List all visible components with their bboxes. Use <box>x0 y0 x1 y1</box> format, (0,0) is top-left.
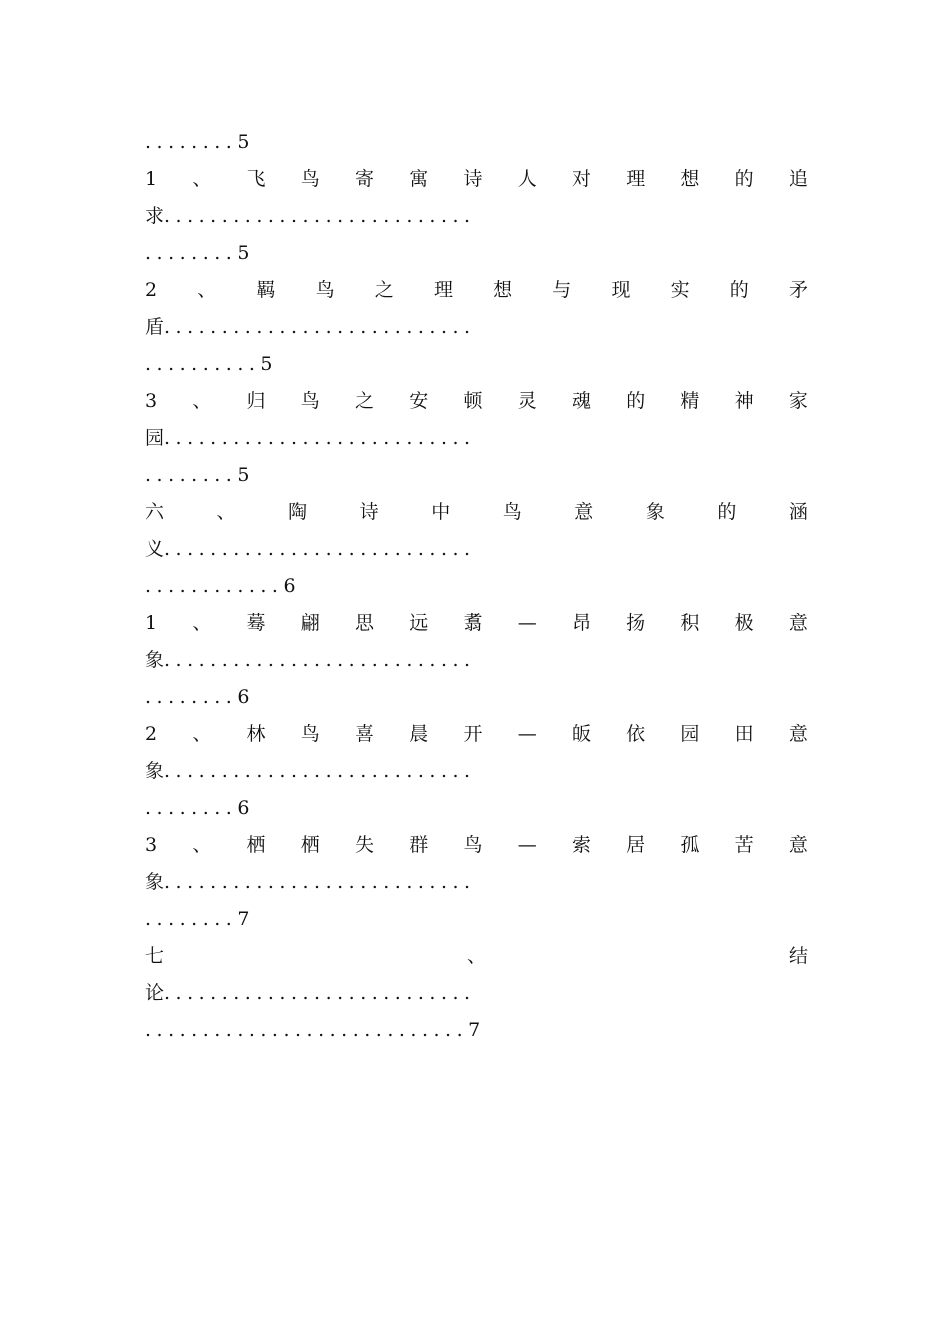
toc-entry-title-e6[interactable] <box>145 716 808 753</box>
dot-leader: ........................... <box>164 538 476 560</box>
title-char: 顿 <box>463 390 483 412</box>
dot-leader: ........................... <box>164 427 476 449</box>
toc-entry-leader-e8 <box>145 975 808 1012</box>
toc-entry-page-e2 <box>145 346 808 383</box>
toc-entry-leader-e1 <box>145 198 808 235</box>
title-char: 魂 <box>571 390 591 412</box>
title-char: 鸟 <box>315 279 335 301</box>
dot-leader: ........................... <box>164 760 476 782</box>
title-char: 扬 <box>626 612 646 634</box>
title-char: 、 <box>216 501 236 523</box>
title-char: 、 <box>192 834 212 856</box>
title-char: 苦 <box>734 834 754 856</box>
table-of-contents <box>145 124 808 1049</box>
title-char: 理 <box>626 168 646 190</box>
title-char: 1 <box>145 612 158 634</box>
toc-entry-leader-e2 <box>145 309 808 346</box>
toc-entry-title-e1[interactable] <box>145 161 808 198</box>
title-char: 七 <box>145 945 165 967</box>
title-char: 实 <box>670 279 690 301</box>
toc-entry-leader-e5 <box>145 642 808 679</box>
title-char: 寄 <box>355 168 375 190</box>
title-char: 矛 <box>788 279 808 301</box>
title-char: 陶 <box>288 501 308 523</box>
title-char: 对 <box>571 168 591 190</box>
title-char: 结 <box>788 945 808 967</box>
toc-entry-leader-e4 <box>145 531 808 568</box>
dot-leader-with-page-number: ........6 <box>145 797 255 819</box>
title-char: 飞 <box>246 168 266 190</box>
toc-entry-title-continuation: 求 <box>145 205 165 227</box>
title-char: 诗 <box>463 168 483 190</box>
title-char: 的 <box>626 390 646 412</box>
dot-leader-with-page-number: ............6 <box>145 575 302 597</box>
toc-entry-leader-e6 <box>145 753 808 790</box>
title-char: 开 <box>463 723 483 745</box>
toc-entry-leader-e3 <box>145 420 808 457</box>
title-char: — <box>517 834 537 856</box>
title-char: 之 <box>355 390 375 412</box>
title-char: 象 <box>645 501 665 523</box>
toc-entry-page-e1 <box>145 235 808 272</box>
title-char: 羁 <box>256 279 276 301</box>
title-char: 神 <box>734 390 754 412</box>
toc-entry-title-e4[interactable] <box>145 494 808 531</box>
title-char: 翥 <box>463 612 483 634</box>
toc-entry-title-e8[interactable] <box>145 938 808 975</box>
toc-entry-title-continuation: 义 <box>145 538 165 560</box>
title-char: 2 <box>145 723 158 745</box>
title-char: 的 <box>729 279 749 301</box>
toc-entry-page-e3 <box>145 457 808 494</box>
toc-entry-leader-e7 <box>145 864 808 901</box>
title-char: 、 <box>192 723 212 745</box>
toc-entry-page-e5 <box>145 679 808 716</box>
title-char: 田 <box>734 723 754 745</box>
title-char: 归 <box>246 390 266 412</box>
title-char: 栖 <box>300 834 320 856</box>
title-char: 栖 <box>246 834 266 856</box>
title-char: 积 <box>680 612 700 634</box>
title-char: 林 <box>246 723 266 745</box>
title-char: 之 <box>374 279 394 301</box>
title-char: 孤 <box>680 834 700 856</box>
title-char: 鸟 <box>300 390 320 412</box>
title-char: 六 <box>145 501 165 523</box>
dot-leader-with-page-number: ........6 <box>145 686 255 708</box>
title-char: 、 <box>466 945 486 967</box>
title-char: 鸟 <box>300 168 320 190</box>
toc-entry-title-e7[interactable] <box>145 827 808 864</box>
title-char: 的 <box>734 168 754 190</box>
title-char: 鸟 <box>300 723 320 745</box>
title-char: 思 <box>355 612 375 634</box>
title-char: 依 <box>626 723 646 745</box>
title-char: 安 <box>409 390 429 412</box>
title-char: 3 <box>145 834 158 856</box>
dot-leader: ........................... <box>164 982 476 1004</box>
title-char: 现 <box>611 279 631 301</box>
dot-leader-with-page-number: ........7 <box>145 908 255 930</box>
title-char: 想 <box>493 279 513 301</box>
title-char: 失 <box>355 834 375 856</box>
title-char: 3 <box>145 390 158 412</box>
title-char: 索 <box>571 834 591 856</box>
dot-leader: ........................... <box>164 316 476 338</box>
toc-entry-title-e3[interactable] <box>145 383 808 420</box>
title-char: 、 <box>197 279 217 301</box>
title-char: 诗 <box>359 501 379 523</box>
title-char: 想 <box>680 168 700 190</box>
title-char: 鸟 <box>463 834 483 856</box>
title-char: 翩 <box>300 612 320 634</box>
title-char: 追 <box>788 168 808 190</box>
title-char: 昂 <box>571 612 591 634</box>
toc-entry-page-e6 <box>145 790 808 827</box>
toc-entry-page-e4 <box>145 568 808 605</box>
title-char: 皈 <box>571 723 591 745</box>
toc-entry-title-continuation: 象 <box>145 760 165 782</box>
toc-entry-page-e7 <box>145 901 808 938</box>
title-char: 、 <box>192 168 212 190</box>
title-char: 晨 <box>409 723 429 745</box>
title-char: 喜 <box>355 723 375 745</box>
dot-leader: ........................... <box>164 871 476 893</box>
title-char: — <box>517 723 537 745</box>
title-char: 与 <box>552 279 572 301</box>
toc-entry-title-continuation: 象 <box>145 871 165 893</box>
toc-entry-title-continuation: 象 <box>145 649 165 671</box>
title-char: 远 <box>409 612 429 634</box>
title-char: 意 <box>788 723 808 745</box>
title-char: 中 <box>431 501 451 523</box>
title-char: 、 <box>192 612 212 634</box>
title-char: 居 <box>626 834 646 856</box>
title-char: 意 <box>574 501 594 523</box>
toc-entry-page-e8 <box>145 1012 808 1049</box>
toc-entry-page-tail-0 <box>145 124 808 161</box>
toc-entry-title-continuation: 园 <box>145 427 165 449</box>
title-char: 鸟 <box>502 501 522 523</box>
title-char: 寓 <box>409 168 429 190</box>
title-char: 涵 <box>788 501 808 523</box>
toc-entry-title-e5[interactable] <box>145 605 808 642</box>
dot-leader-with-page-number: ..........5 <box>145 353 278 375</box>
title-char: 1 <box>145 168 158 190</box>
toc-entry-title-continuation: 论 <box>145 982 165 1004</box>
dot-leader-with-page-number: ............................7 <box>145 1019 486 1041</box>
toc-entry-title-continuation: 盾 <box>145 316 165 338</box>
title-char: 意 <box>788 612 808 634</box>
title-char: 群 <box>409 834 429 856</box>
title-char: 灵 <box>517 390 537 412</box>
title-char: 理 <box>433 279 453 301</box>
title-char: 的 <box>717 501 737 523</box>
title-char: 家 <box>788 390 808 412</box>
toc-entry-title-e2[interactable] <box>145 272 808 309</box>
dot-leader-with-page-number: ........5 <box>145 242 255 264</box>
title-char: 意 <box>788 834 808 856</box>
title-char: — <box>517 612 537 634</box>
title-char: 精 <box>680 390 700 412</box>
title-char: 2 <box>145 279 158 301</box>
dot-leader-with-page-number: ........5 <box>145 464 255 486</box>
dot-leader-with-page-number: ........5 <box>145 131 255 153</box>
dot-leader: ........................... <box>164 205 476 227</box>
title-char: 蓦 <box>246 612 266 634</box>
title-char: 极 <box>734 612 754 634</box>
title-char: 、 <box>192 390 212 412</box>
title-char: 人 <box>517 168 537 190</box>
title-char: 园 <box>680 723 700 745</box>
dot-leader: ........................... <box>164 649 476 671</box>
